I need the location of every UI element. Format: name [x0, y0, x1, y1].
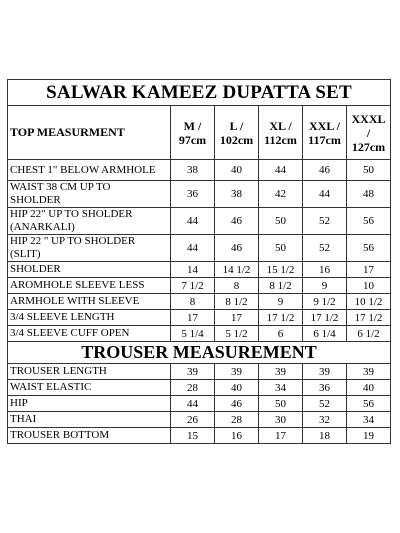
top-row-value: 36: [171, 181, 215, 208]
trouser-row: [8, 364, 391, 380]
top-row-value: 44: [171, 208, 215, 235]
trouser-row-value: 40: [215, 380, 259, 396]
top-row-label: SHOLDER: [8, 262, 171, 278]
top-row: [8, 208, 391, 235]
top-row-value: 5 1/4: [171, 326, 215, 342]
top-row: [8, 294, 391, 310]
top-row-value: 42: [259, 181, 303, 208]
top-row-label: 3/4 SLEEVE LENGTH: [8, 310, 171, 326]
chart-title: SALWAR KAMEEZ DUPATTA SET: [8, 80, 391, 106]
top-row-value: 44: [303, 181, 347, 208]
top-row-value: 5 1/2: [215, 326, 259, 342]
top-row: [8, 262, 391, 278]
top-row: [8, 310, 391, 326]
top-row-value: 56: [347, 208, 391, 235]
top-row-value: 8 1/2: [215, 294, 259, 310]
top-row-label: ARMHOLE WITH SLEEVE: [8, 294, 171, 310]
top-row-value: 44: [171, 235, 215, 262]
top-row-value: 38: [171, 160, 215, 181]
top-row-value: 17 1/2: [259, 310, 303, 326]
trouser-row-value: 18: [303, 428, 347, 444]
top-row-value: 17: [215, 310, 259, 326]
trouser-row-value: 26: [171, 412, 215, 428]
top-row: [8, 235, 391, 262]
size-header-3: XXL / 117cm: [303, 106, 347, 160]
trouser-row: [8, 396, 391, 412]
top-row: [8, 326, 391, 342]
top-row-value: 56: [347, 235, 391, 262]
top-row-value: 52: [303, 235, 347, 262]
top-header-label: TOP MEASURMENT: [8, 106, 171, 160]
top-row-label: WAIST 38 CM UP TO SHOLDER: [8, 181, 171, 208]
top-row-value: 52: [303, 208, 347, 235]
trouser-row-value: 40: [347, 380, 391, 396]
top-row-value: 40: [215, 160, 259, 181]
trouser-header-row: [8, 342, 391, 364]
top-row-value: 38: [215, 181, 259, 208]
top-row-label: HIP 22" UP TO SHOLDER (ANARKALI): [8, 208, 171, 235]
top-header-row: [8, 106, 391, 160]
top-row-value: 9: [303, 278, 347, 294]
trouser-row-value: 15: [171, 428, 215, 444]
top-row-value: 8 1/2: [259, 278, 303, 294]
top-row-value: 14 1/2: [215, 262, 259, 278]
top-row: [8, 160, 391, 181]
top-row-value: 50: [347, 160, 391, 181]
top-row-value: 17: [171, 310, 215, 326]
top-row-value: 46: [303, 160, 347, 181]
trouser-row-label: HIP: [8, 396, 171, 412]
trouser-row-value: 28: [171, 380, 215, 396]
top-row-value: 6 1/2: [347, 326, 391, 342]
top-row-value: 10 1/2: [347, 294, 391, 310]
top-row-label: CHEST 1" BELOW ARMHOLE: [8, 160, 171, 181]
trouser-row-value: 44: [171, 396, 215, 412]
trouser-row-value: 19: [347, 428, 391, 444]
trouser-row-label: TROUSER LENGTH: [8, 364, 171, 380]
trouser-row-label: TROUSER BOTTOM: [8, 428, 171, 444]
trouser-row-value: 46: [215, 396, 259, 412]
top-row-value: 50: [259, 235, 303, 262]
trouser-row-value: 16: [215, 428, 259, 444]
trouser-row-value: 32: [303, 412, 347, 428]
top-row-value: 14: [171, 262, 215, 278]
trouser-row: [8, 412, 391, 428]
trouser-row-label: THAI: [8, 412, 171, 428]
trouser-row-value: 39: [303, 364, 347, 380]
trouser-row-value: 17: [259, 428, 303, 444]
top-row-value: 17 1/2: [347, 310, 391, 326]
top-row-value: 8: [215, 278, 259, 294]
trouser-row-value: 39: [259, 364, 303, 380]
size-chart-body: [8, 80, 391, 444]
top-row-value: 6: [259, 326, 303, 342]
trouser-row-value: 34: [259, 380, 303, 396]
top-row: [8, 278, 391, 294]
top-row-value: 17: [347, 262, 391, 278]
trouser-row-value: 50: [259, 396, 303, 412]
trouser-row-value: 39: [171, 364, 215, 380]
top-row-label: HIP 22 " UP TO SHOLDER (SLIT): [8, 235, 171, 262]
top-row-value: 8: [171, 294, 215, 310]
top-row-value: 9 1/2: [303, 294, 347, 310]
top-row-value: 46: [215, 208, 259, 235]
top-row-value: 15 1/2: [259, 262, 303, 278]
trouser-row-value: 39: [347, 364, 391, 380]
top-row-label: 3/4 SLEEVE CUFF OPEN: [8, 326, 171, 342]
trouser-row: [8, 380, 391, 396]
top-row-value: 10: [347, 278, 391, 294]
trouser-row-value: 39: [215, 364, 259, 380]
top-row-value: 6 1/4: [303, 326, 347, 342]
top-row-value: 16: [303, 262, 347, 278]
trouser-row-value: 28: [215, 412, 259, 428]
size-header-2: XL / 112cm: [259, 106, 303, 160]
trouser-row-value: 56: [347, 396, 391, 412]
size-chart-table: [7, 79, 391, 444]
trouser-row: [8, 428, 391, 444]
top-row-label: AROMHOLE SLEEVE LESS: [8, 278, 171, 294]
size-header-4: XXXL / 127cm: [347, 106, 391, 160]
size-header-0: M / 97cm: [171, 106, 215, 160]
size-header-1: L / 102cm: [215, 106, 259, 160]
top-row-value: 17 1/2: [303, 310, 347, 326]
trouser-row-value: 34: [347, 412, 391, 428]
trouser-section-title: TROUSER MEASUREMENT: [8, 342, 391, 364]
title-row: [8, 80, 391, 106]
top-row-value: 44: [259, 160, 303, 181]
top-row-value: 46: [215, 235, 259, 262]
trouser-row-value: 36: [303, 380, 347, 396]
trouser-row-value: 30: [259, 412, 303, 428]
top-row-value: 9: [259, 294, 303, 310]
top-row-value: 50: [259, 208, 303, 235]
trouser-row-value: 52: [303, 396, 347, 412]
top-row-value: 7 1/2: [171, 278, 215, 294]
trouser-row-label: WAIST ELASTIC: [8, 380, 171, 396]
top-row: [8, 181, 391, 208]
top-row-value: 48: [347, 181, 391, 208]
